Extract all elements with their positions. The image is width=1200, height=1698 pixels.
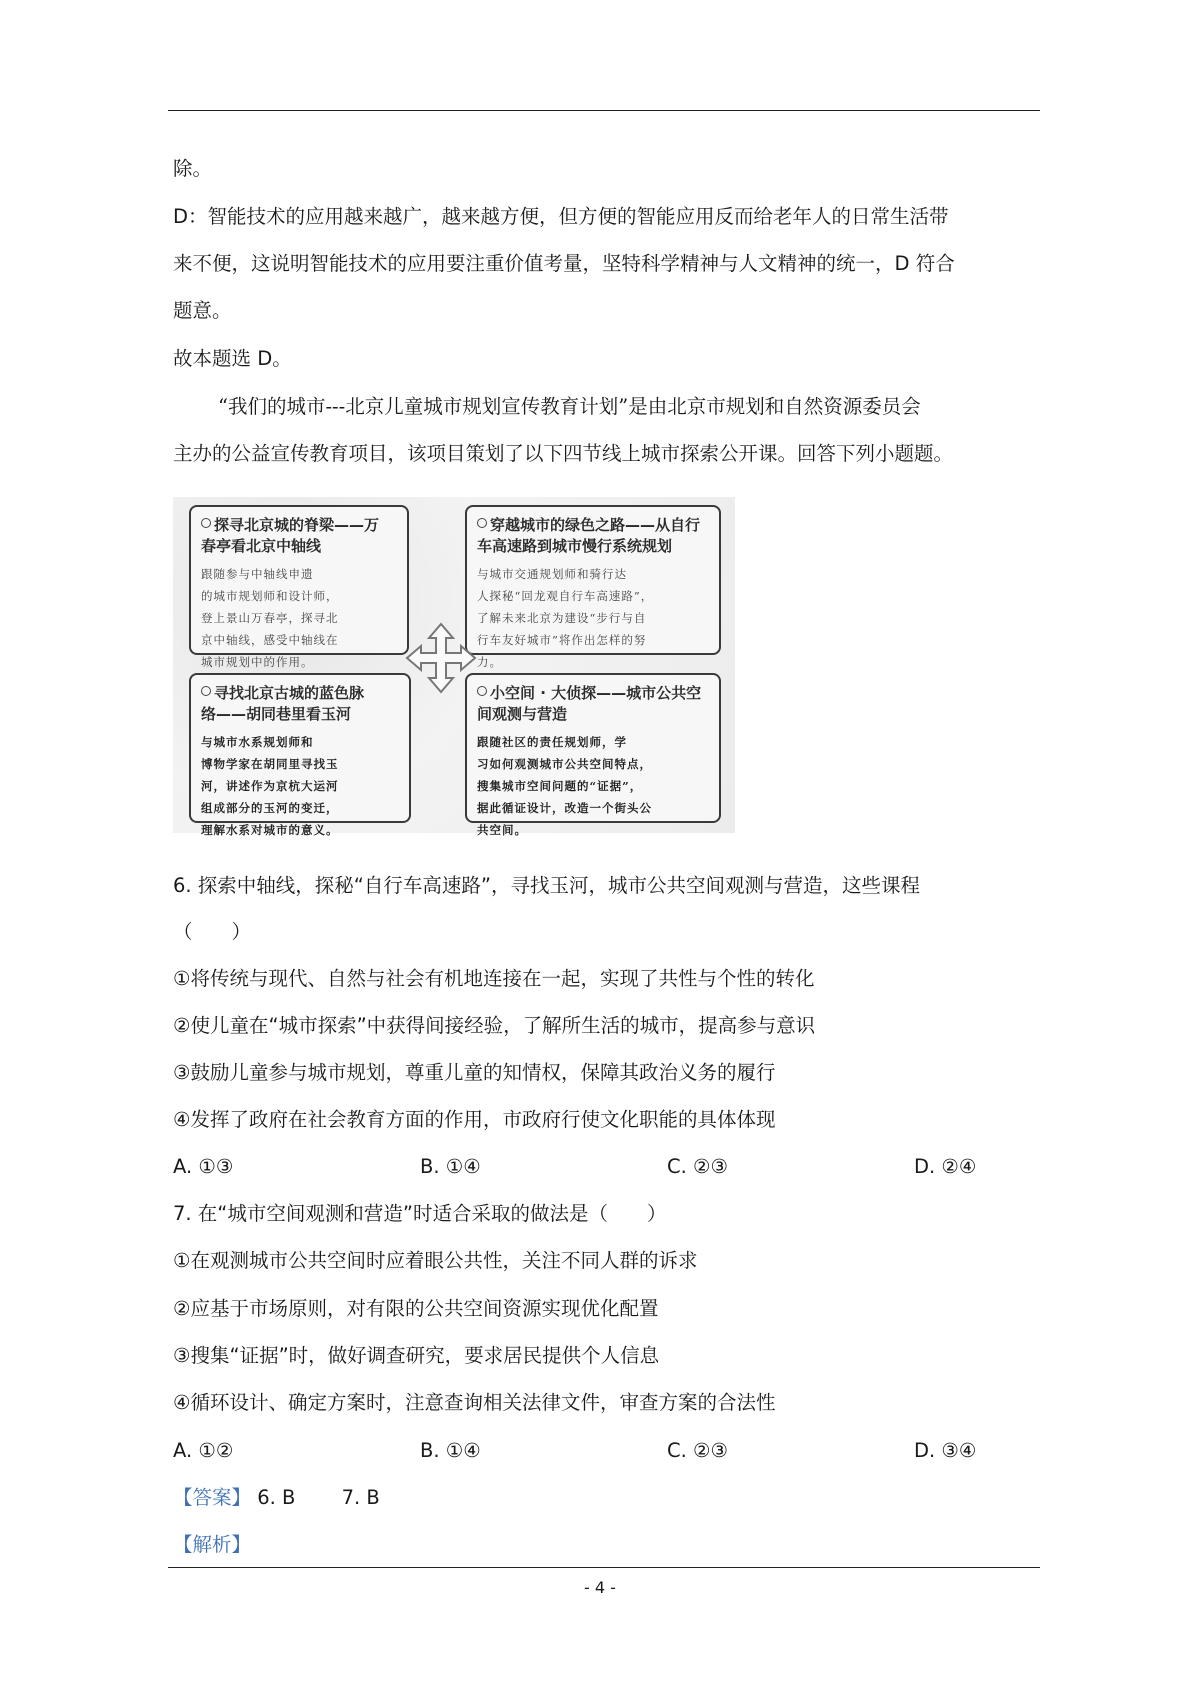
question-7-option-c: C. ②③ <box>667 1439 728 1462</box>
question-6-blank: （ ） <box>173 920 252 943</box>
question-7-statement-3: ③搜集“证据”时，做好调查研究，要求居民提供个人信息 <box>173 1344 660 1367</box>
question-6-option-c: C. ②③ <box>667 1155 728 1178</box>
card-title: 络——胡同巷里看玉河 <box>201 705 352 723</box>
question-7-option-d: D. ③④ <box>914 1439 977 1462</box>
question-6-option-d: D. ②④ <box>914 1155 977 1178</box>
text-line: 除。 <box>173 157 213 180</box>
question-7-option-b: B. ①④ <box>420 1439 481 1462</box>
card-title: 春亭看北京中轴线 <box>201 537 322 555</box>
question-6-stem: 6. 探索中轴线，探秘“自行车高速路”，寻找玉河，城市公共空间观测与营造，这些课程 <box>173 874 921 897</box>
card-body: 与城市交通规划师和骑行达 人探秘“回龙观自行车高速路”， 了解未来北京为建设“步行与自 行车友好城市”将作出怎样的努 力。 <box>477 567 654 669</box>
text-line: 故本题选 D。 <box>173 347 292 370</box>
card-title: 车高速路到城市慢行系统规划 <box>477 537 673 555</box>
course-card-1 <box>189 505 409 669</box>
question-7-option-a: A. ①② <box>173 1439 234 1462</box>
card-body: 跟随社区的责任规划师，学 习如何观测城市公共空间特点， 搜集城市空间问题的“证据”， 据此循证设计，改造一个街头公 共空间。 <box>477 735 652 837</box>
course-card-3 <box>189 673 411 837</box>
text-line: D：智能技术的应用越来越广，越来越方便，但方便的智能应用反而给老年人的日常生活带 <box>173 205 949 228</box>
question-6-statement-4: ④发挥了政府在社会教育方面的作用，市政府行使文化职能的具体体现 <box>173 1108 776 1131</box>
bullet-icon <box>201 518 211 528</box>
answer-line <box>173 1484 380 1512</box>
card-body: 与城市水系规划师和 博物学家在胡同里寻找玉 河，讲述作为京杭大运河 组成部分的玉河的变迁， 理解水系对城市的意义。 <box>201 735 339 837</box>
answer-7: 7. B <box>341 1486 380 1509</box>
question-7-statement-2: ②应基于市场原则，对有限的公共空间资源实现优化配置 <box>173 1297 659 1320</box>
page-number: - 4 - <box>584 1578 616 1597</box>
header-rule <box>168 110 1040 111</box>
question-6-option-b: B. ①④ <box>420 1155 481 1178</box>
intro-line: 主办的公益宣传教育项目，该项目策划了以下四节线上城市探索公开课。回答下列小题题。 <box>173 442 954 465</box>
four-way-arrow-icon <box>405 622 477 694</box>
course-card-4 <box>465 673 721 837</box>
course-card-2 <box>465 505 721 669</box>
intro-line: “我们的城市---北京儿童城市规划宣传教育计划”是由北京市规划和自然资源委员会 <box>218 395 921 418</box>
card-title: 间观测与营造 <box>477 705 568 723</box>
answer-label: 【答案】 <box>173 1486 252 1509</box>
card-title: 穿越城市的绿色之路——从自行 <box>477 515 709 536</box>
footer-rule <box>168 1567 1040 1568</box>
bullet-icon <box>477 686 487 696</box>
question-6-option-a: A. ①③ <box>173 1155 234 1178</box>
answer-6: 6. B <box>257 1486 296 1509</box>
bullet-icon <box>201 686 211 696</box>
question-7-statement-1: ①在观测城市公共空间时应着眼公共性，关注不同人群的诉求 <box>173 1249 698 1272</box>
question-6-statement-3: ③鼓励儿童参与城市规划，尊重儿童的知情权，保障其政治义务的履行 <box>173 1061 776 1084</box>
question-7-statement-4: ④循环设计、确定方案时，注意查询相关法律文件，审查方案的合法性 <box>173 1391 776 1414</box>
question-6-statement-2: ②使儿童在“城市探索”中获得间接经验，了解所生活的城市，提高参与意识 <box>173 1014 816 1037</box>
analysis-line <box>173 1531 251 1559</box>
text-line: 题意。 <box>173 299 232 322</box>
course-figure <box>173 497 735 837</box>
bullet-icon <box>477 518 487 528</box>
card-body: 跟随参与中轴线申遗 的城市规划师和设计师， 登上景山万春亭，探寻北 京中轴线，感受中轴线在 城市规划中的作用。 <box>201 567 339 669</box>
question-6-statement-1: ①将传统与现代、自然与社会有机地连接在一起，实现了共性与个性的转化 <box>173 967 815 990</box>
card-title: 小空间 · 大侦探——城市公共空 <box>477 683 709 704</box>
card-title: 寻找北京古城的蓝色脉 <box>201 683 399 704</box>
analysis-label: 【解析】 <box>173 1533 252 1556</box>
question-7-stem: 7. 在“城市空间观测和营造”时适合采取的做法是（ ） <box>173 1202 667 1225</box>
text-line: 来不便，这说明智能技术的应用要注重价值考量，坚特科学精神与人文精神的统一，D 符合 <box>173 252 955 275</box>
card-title: 探寻北京城的脊梁——万 <box>201 515 397 536</box>
